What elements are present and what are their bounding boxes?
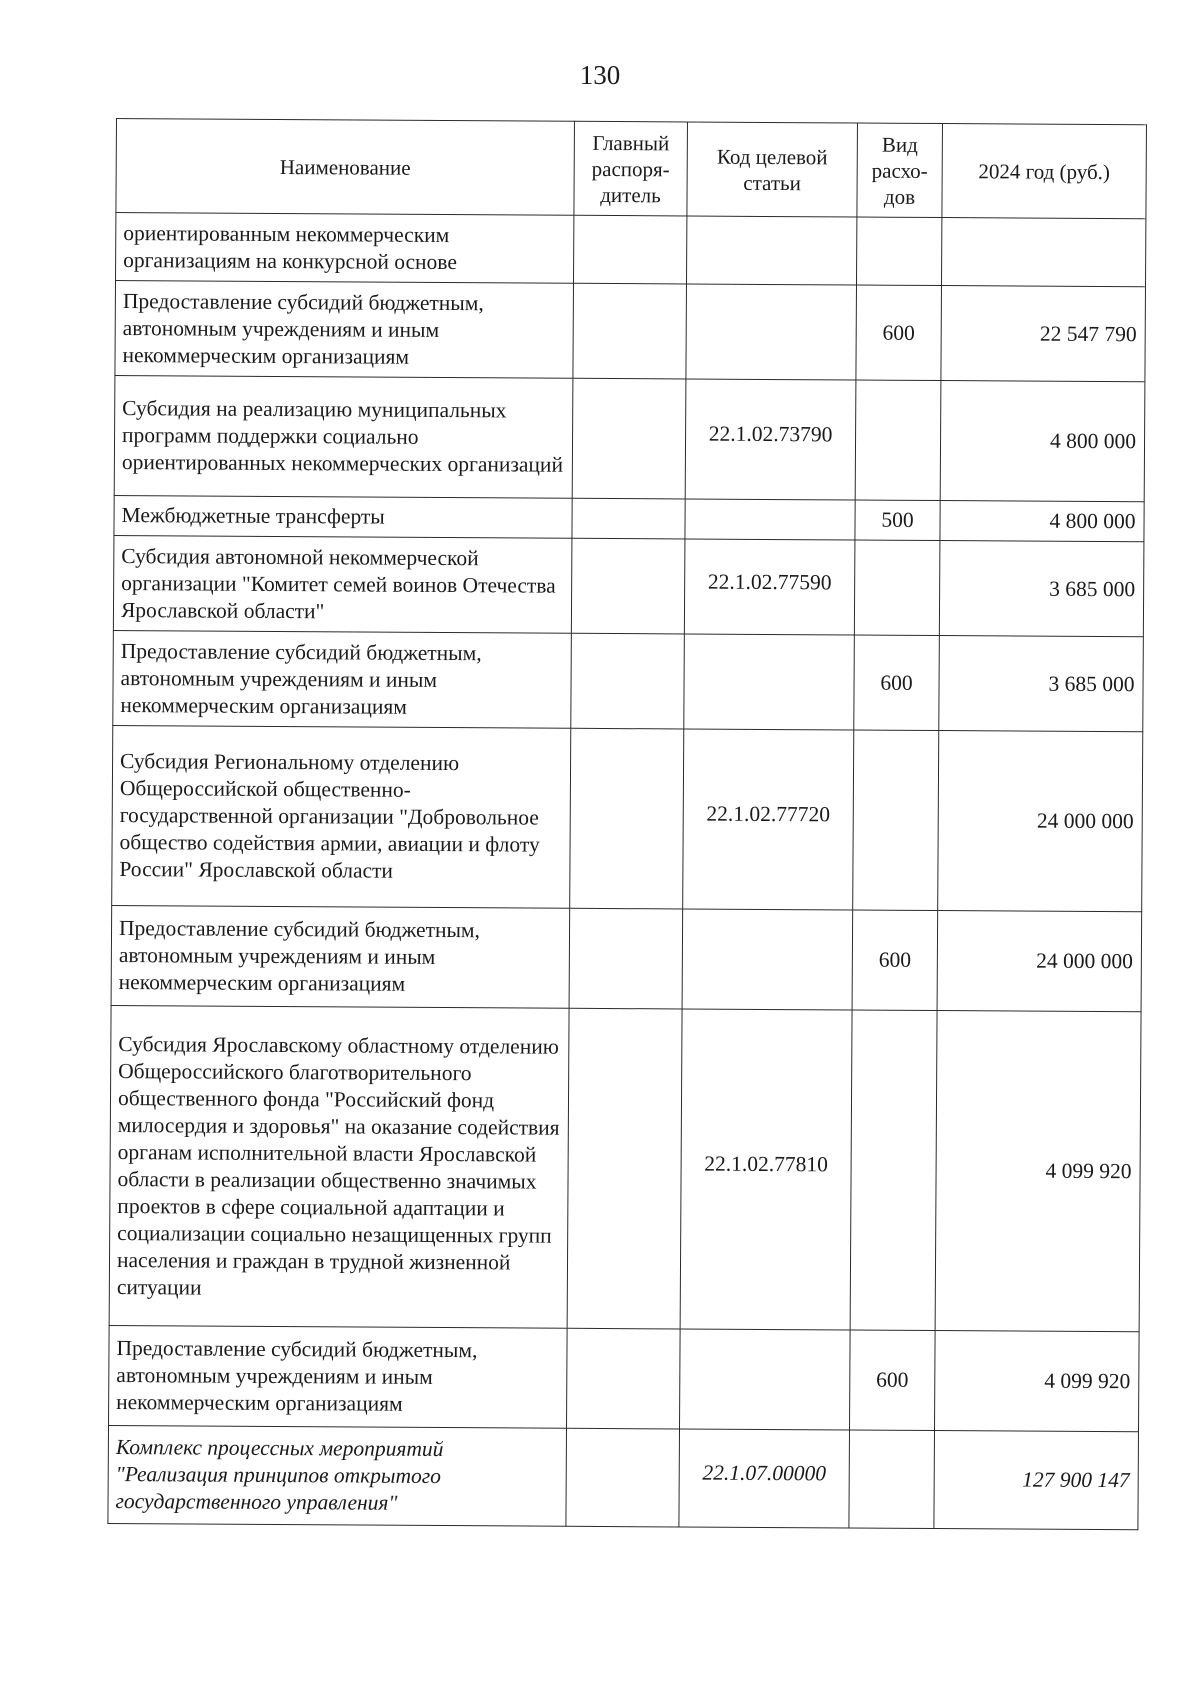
table-row — [109, 1325, 1140, 1431]
table-row — [113, 535, 1144, 636]
cell-code: 22.1.02.77590 — [684, 539, 855, 635]
cell-admin — [567, 1008, 682, 1329]
cell-admin — [570, 728, 684, 909]
cell-code: 22.1.02.73790 — [685, 379, 856, 500]
cell-admin — [571, 633, 685, 729]
table-row — [115, 281, 1146, 382]
cell-code: 22.1.02.77720 — [683, 729, 854, 910]
cell-name: Субсидия Региональному отделению Общероссийской общественно-государственной организации "Добровольное общество содействия армии, авиации и флоту России" Ярославской области — [112, 725, 571, 908]
table-row — [109, 1005, 1141, 1331]
cell-amount: 4 099 920 — [934, 1331, 1139, 1432]
cell-admin — [569, 908, 683, 1009]
cell-type: 600 — [856, 285, 942, 381]
cell-code — [684, 634, 855, 730]
cell-name: Комплекс процессных мероприятий "Реализация принципов открытого государственного управления" — [108, 1425, 567, 1526]
cell-admin — [573, 215, 686, 284]
cell-name: Предоставление субсидий бюджетным, автономным учреждениям и иным некоммерческим организациям — [113, 630, 572, 728]
table-body — [108, 213, 1146, 1530]
cell-amount: 24 000 000 — [937, 911, 1142, 1012]
table-row — [113, 630, 1144, 731]
header-row — [116, 119, 1147, 219]
cell-code — [685, 499, 855, 540]
cell-type: 600 — [854, 635, 940, 731]
page-number: 130 — [579, 60, 621, 90]
cell-name: Субсидия автономной некоммерческой организации "Комитет семей воинов Отечества Ярославской области" — [113, 535, 572, 633]
cell-name: Предоставление субсидий бюджетным, автономным учреждениям и иным некоммерческим организациям — [109, 1325, 568, 1428]
table-row — [114, 495, 1144, 541]
cell-admin — [573, 283, 687, 379]
header-admin: Главный распоря-дитель — [574, 121, 688, 216]
cell-admin — [567, 1328, 681, 1429]
cell-type — [850, 1010, 937, 1331]
cell-type: 600 — [849, 1330, 935, 1431]
table-row — [116, 213, 1146, 287]
cell-type: 500 — [855, 500, 940, 541]
cell-code — [682, 909, 853, 1010]
cell-admin — [571, 538, 685, 634]
cell-amount: 24 000 000 — [938, 731, 1143, 912]
cell-type — [856, 217, 941, 286]
table-header — [116, 119, 1147, 219]
cell-name: Предоставление субсидий бюджетным, автономным учреждениям и иным некоммерческим организациям — [115, 281, 574, 379]
cell-amount: 127 900 147 — [934, 1431, 1139, 1530]
cell-name: Межбюджетные трансферты — [114, 495, 572, 538]
header-code: Код целевой статьи — [687, 122, 858, 217]
cell-amount: 4 800 000 — [940, 501, 1144, 542]
cell-code: 22.1.07.00000 — [679, 1429, 850, 1528]
cell-type: 600 — [852, 910, 938, 1011]
table-row — [111, 905, 1142, 1011]
table-row — [108, 1425, 1139, 1529]
table-row — [112, 725, 1143, 911]
cell-admin — [572, 498, 685, 539]
header-type: Вид расхо-дов — [857, 123, 943, 218]
cell-name: Предоставление субсидий бюджетным, автономным учреждениям и иным некоммерческим организациям — [111, 905, 570, 1008]
cell-amount — [941, 218, 1145, 287]
cell-code — [686, 216, 856, 285]
table-row — [114, 375, 1145, 501]
cell-type — [855, 380, 941, 501]
header-amount: 2024 год (руб.) — [942, 124, 1147, 219]
cell-amount: 3 685 000 — [939, 636, 1144, 732]
cell-admin — [566, 1428, 680, 1527]
cell-amount: 22 547 790 — [941, 286, 1146, 382]
cell-type — [849, 1430, 935, 1529]
cell-name: Субсидия Ярославскому областному отделению Общероссийского благотворительного общественного фонда "Российский фонд милосердия и здоровья" на оказание содействия органам исполнительной власти Ярославской области в реализации общественно значимых проектов в сфере социальной адаптации и социализации социально незащищенных групп населения и граждан в трудной жизненной ситуации — [109, 1005, 569, 1328]
cell-amount: 3 685 000 — [939, 541, 1144, 637]
cell-code — [686, 284, 857, 380]
cell-amount: 4 099 920 — [935, 1011, 1141, 1332]
cell-name: Субсидия на реализацию муниципальных программ поддержки социально ориентированных некоммерческих организаций — [114, 375, 573, 498]
cell-admin — [572, 378, 686, 499]
header-name: Наименование — [116, 119, 575, 216]
cell-type — [853, 730, 939, 911]
cell-code: 22.1.02.77810 — [680, 1009, 852, 1330]
cell-name: ориентированным некоммерческим организациям на конкурсной основе — [116, 213, 574, 284]
budget-table — [107, 118, 1147, 1530]
cell-type — [854, 540, 940, 636]
cell-code — [680, 1329, 851, 1430]
cell-amount: 4 800 000 — [940, 381, 1145, 502]
